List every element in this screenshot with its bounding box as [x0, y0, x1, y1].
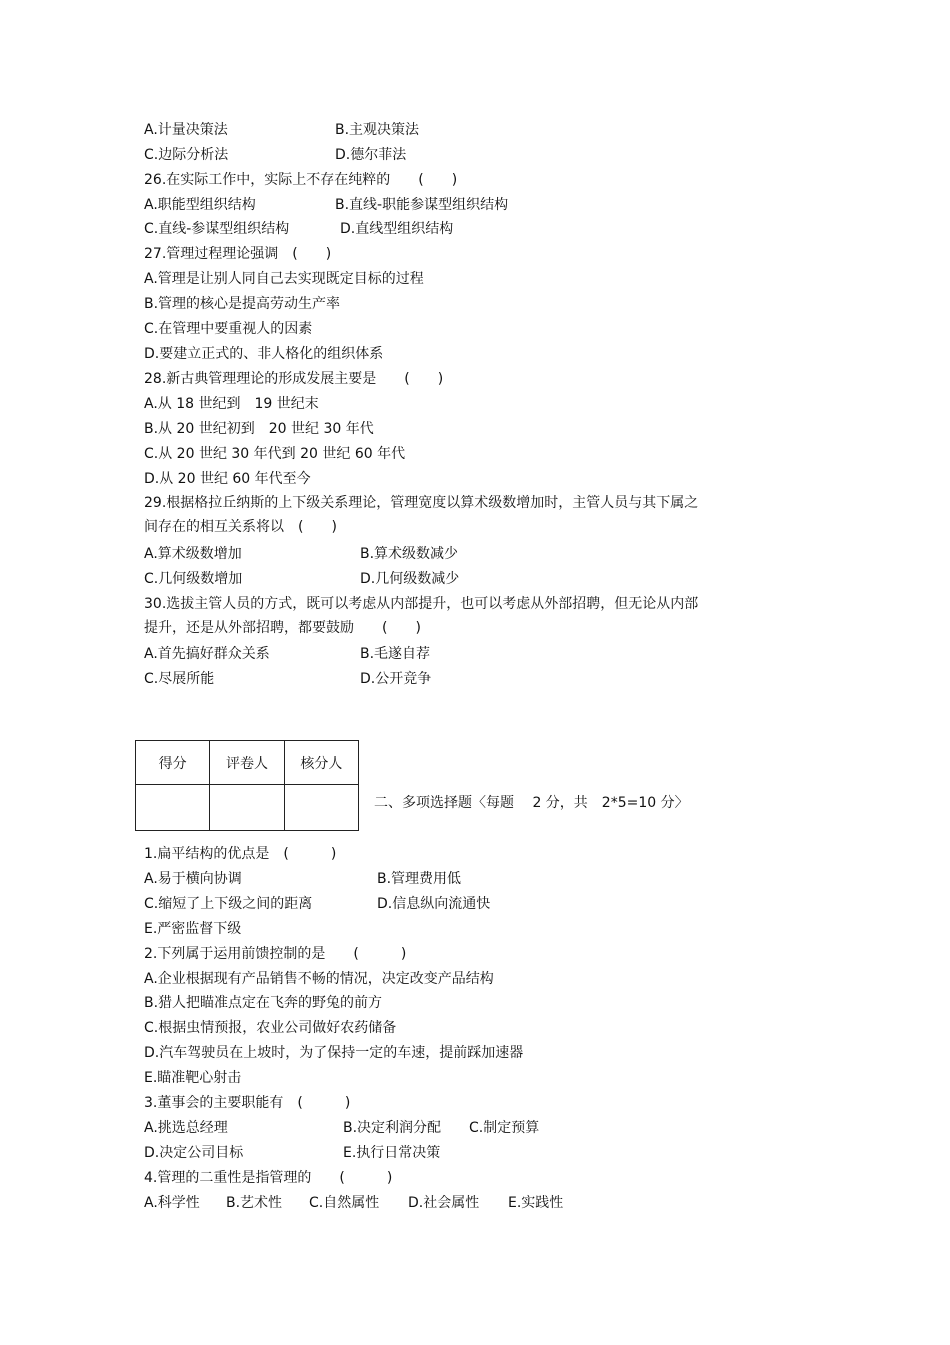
q30-option-d: D.公开竞争 [360, 671, 432, 687]
score-table [135, 740, 359, 831]
m2-option-c: C.根据虫情预报，农业公司做好农药储备 [144, 1020, 397, 1036]
m3-option-a: A.挑选总经理 [144, 1120, 228, 1136]
score-cell-checker[interactable] [284, 785, 358, 831]
q28-option-b: B.从 20 世纪初到 20 世纪 30 年代 [144, 421, 374, 437]
q25-option-d: D.德尔菲法 [335, 147, 407, 163]
score-cell-score[interactable] [136, 785, 210, 831]
m3-option-d: D.决定公司目标 [144, 1145, 244, 1161]
q27-option-b: B.管理的核心是提高劳动生产率 [144, 296, 341, 312]
q29-option-c: C.几何级数增加 [144, 571, 243, 587]
m2-stem: 2.下列属于运用前馈控制的是 ( ) [144, 946, 407, 962]
q27-option-c: C.在管理中要重视人的因素 [144, 321, 313, 337]
q30-stem-line1: 30.选拔主管人员的方式，既可以考虑从内部提升，也可以考虑从外部招聘，但无论从内部 [144, 596, 699, 612]
q27-stem: 27.管理过程理论强调 ( ) [144, 246, 332, 262]
q25-option-c: C.边际分析法 [144, 147, 229, 163]
q29-stem-line2: 间存在的相互关系将以 ( ) [144, 519, 337, 535]
q26-stem: 26.在实际工作中，实际上不存在纯粹的 ( ) [144, 172, 458, 188]
q27-option-d: D.要建立正式的、非人格化的组织体系 [144, 346, 384, 362]
q29-stem-line1: 29.根据格拉丘纳斯的上下级关系理论，管理宽度以算术级数增加时，主管人员与其下属之 [144, 495, 699, 511]
q29-option-d: D.几何级数减少 [360, 571, 460, 587]
m3-stem: 3.董事会的主要职能有 ( ) [144, 1095, 351, 1111]
q28-option-c: C.从 20 世纪 30 年代到 20 世纪 60 年代 [144, 446, 406, 462]
q30-option-c: C.尽展所能 [144, 671, 215, 687]
q26-option-b: B.直线-职能参谋型组织结构 [335, 197, 509, 213]
q29-option-a: A.算术级数增加 [144, 546, 242, 562]
m2-option-b: B.猎人把瞄准点定在飞奔的野兔的前方 [144, 995, 383, 1011]
m3-option-b: B.决定利润分配 [343, 1120, 442, 1136]
q28-option-a: A.从 18 世纪到 19 世纪末 [144, 396, 319, 412]
q28-stem: 28.新古典管理理论的形成发展主要是 ( ) [144, 371, 444, 387]
m3-option-c: C.制定预算 [469, 1120, 540, 1136]
m2-option-d: D.汽车驾驶员在上坡时，为了保持一定的车速，提前踩加速器 [144, 1045, 524, 1061]
m2-option-a: A.企业根据现有产品销售不畅的情况，决定改变产品结构 [144, 971, 494, 987]
m1-stem: 1.扁平结构的优点是 ( ) [144, 846, 337, 862]
m4-option-d: D.社会属性 [408, 1195, 480, 1211]
q26-option-a: A.职能型组织结构 [144, 197, 256, 213]
m4-option-c: C.自然属性 [309, 1195, 380, 1211]
q25-option-b: B.主观决策法 [335, 122, 420, 138]
section2-title: 二、多项选择题〈每题 2 分，共 2*5=10 分〉 [374, 795, 689, 811]
m1-option-a: A.易于横向协调 [144, 871, 242, 887]
q27-option-a: A.管理是让别人同自己去实现既定目标的过程 [144, 271, 424, 287]
m1-option-d: D.信息纵向流通快 [377, 896, 491, 912]
m4-option-e: E.实践性 [508, 1195, 564, 1211]
m1-option-e: E.严密监督下级 [144, 921, 242, 937]
q25-option-a: A.计量决策法 [144, 122, 228, 138]
m4-option-a: A.科学性 [144, 1195, 200, 1211]
score-header-grader: 评卷人 [210, 741, 284, 785]
m2-option-e: E.瞄准靶心射击 [144, 1070, 242, 1086]
m1-option-b: B.管理费用低 [377, 871, 462, 887]
m4-option-b: B.艺术性 [226, 1195, 283, 1211]
q28-option-d: D.从 20 世纪 60 年代至今 [144, 471, 311, 487]
q26-option-c: C.直线-参谋型组织结构 [144, 221, 290, 237]
q30-option-a: A.首先搞好群众关系 [144, 646, 270, 662]
score-header-checker: 核分人 [284, 741, 358, 785]
q26-option-d: D.直线型组织结构 [340, 221, 454, 237]
m4-stem: 4.管理的二重性是指管理的 ( ) [144, 1170, 393, 1186]
q30-option-b: B.毛遂自荐 [360, 646, 431, 662]
score-cell-grader[interactable] [210, 785, 284, 831]
score-header-score: 得分 [136, 741, 210, 785]
q30-stem-line2: 提升，还是从外部招聘，都要鼓励 ( ) [144, 620, 421, 636]
m1-option-c: C.缩短了上下级之间的距离 [144, 896, 313, 912]
q29-option-b: B.算术级数减少 [360, 546, 459, 562]
m3-option-e: E.执行日常决策 [343, 1145, 441, 1161]
